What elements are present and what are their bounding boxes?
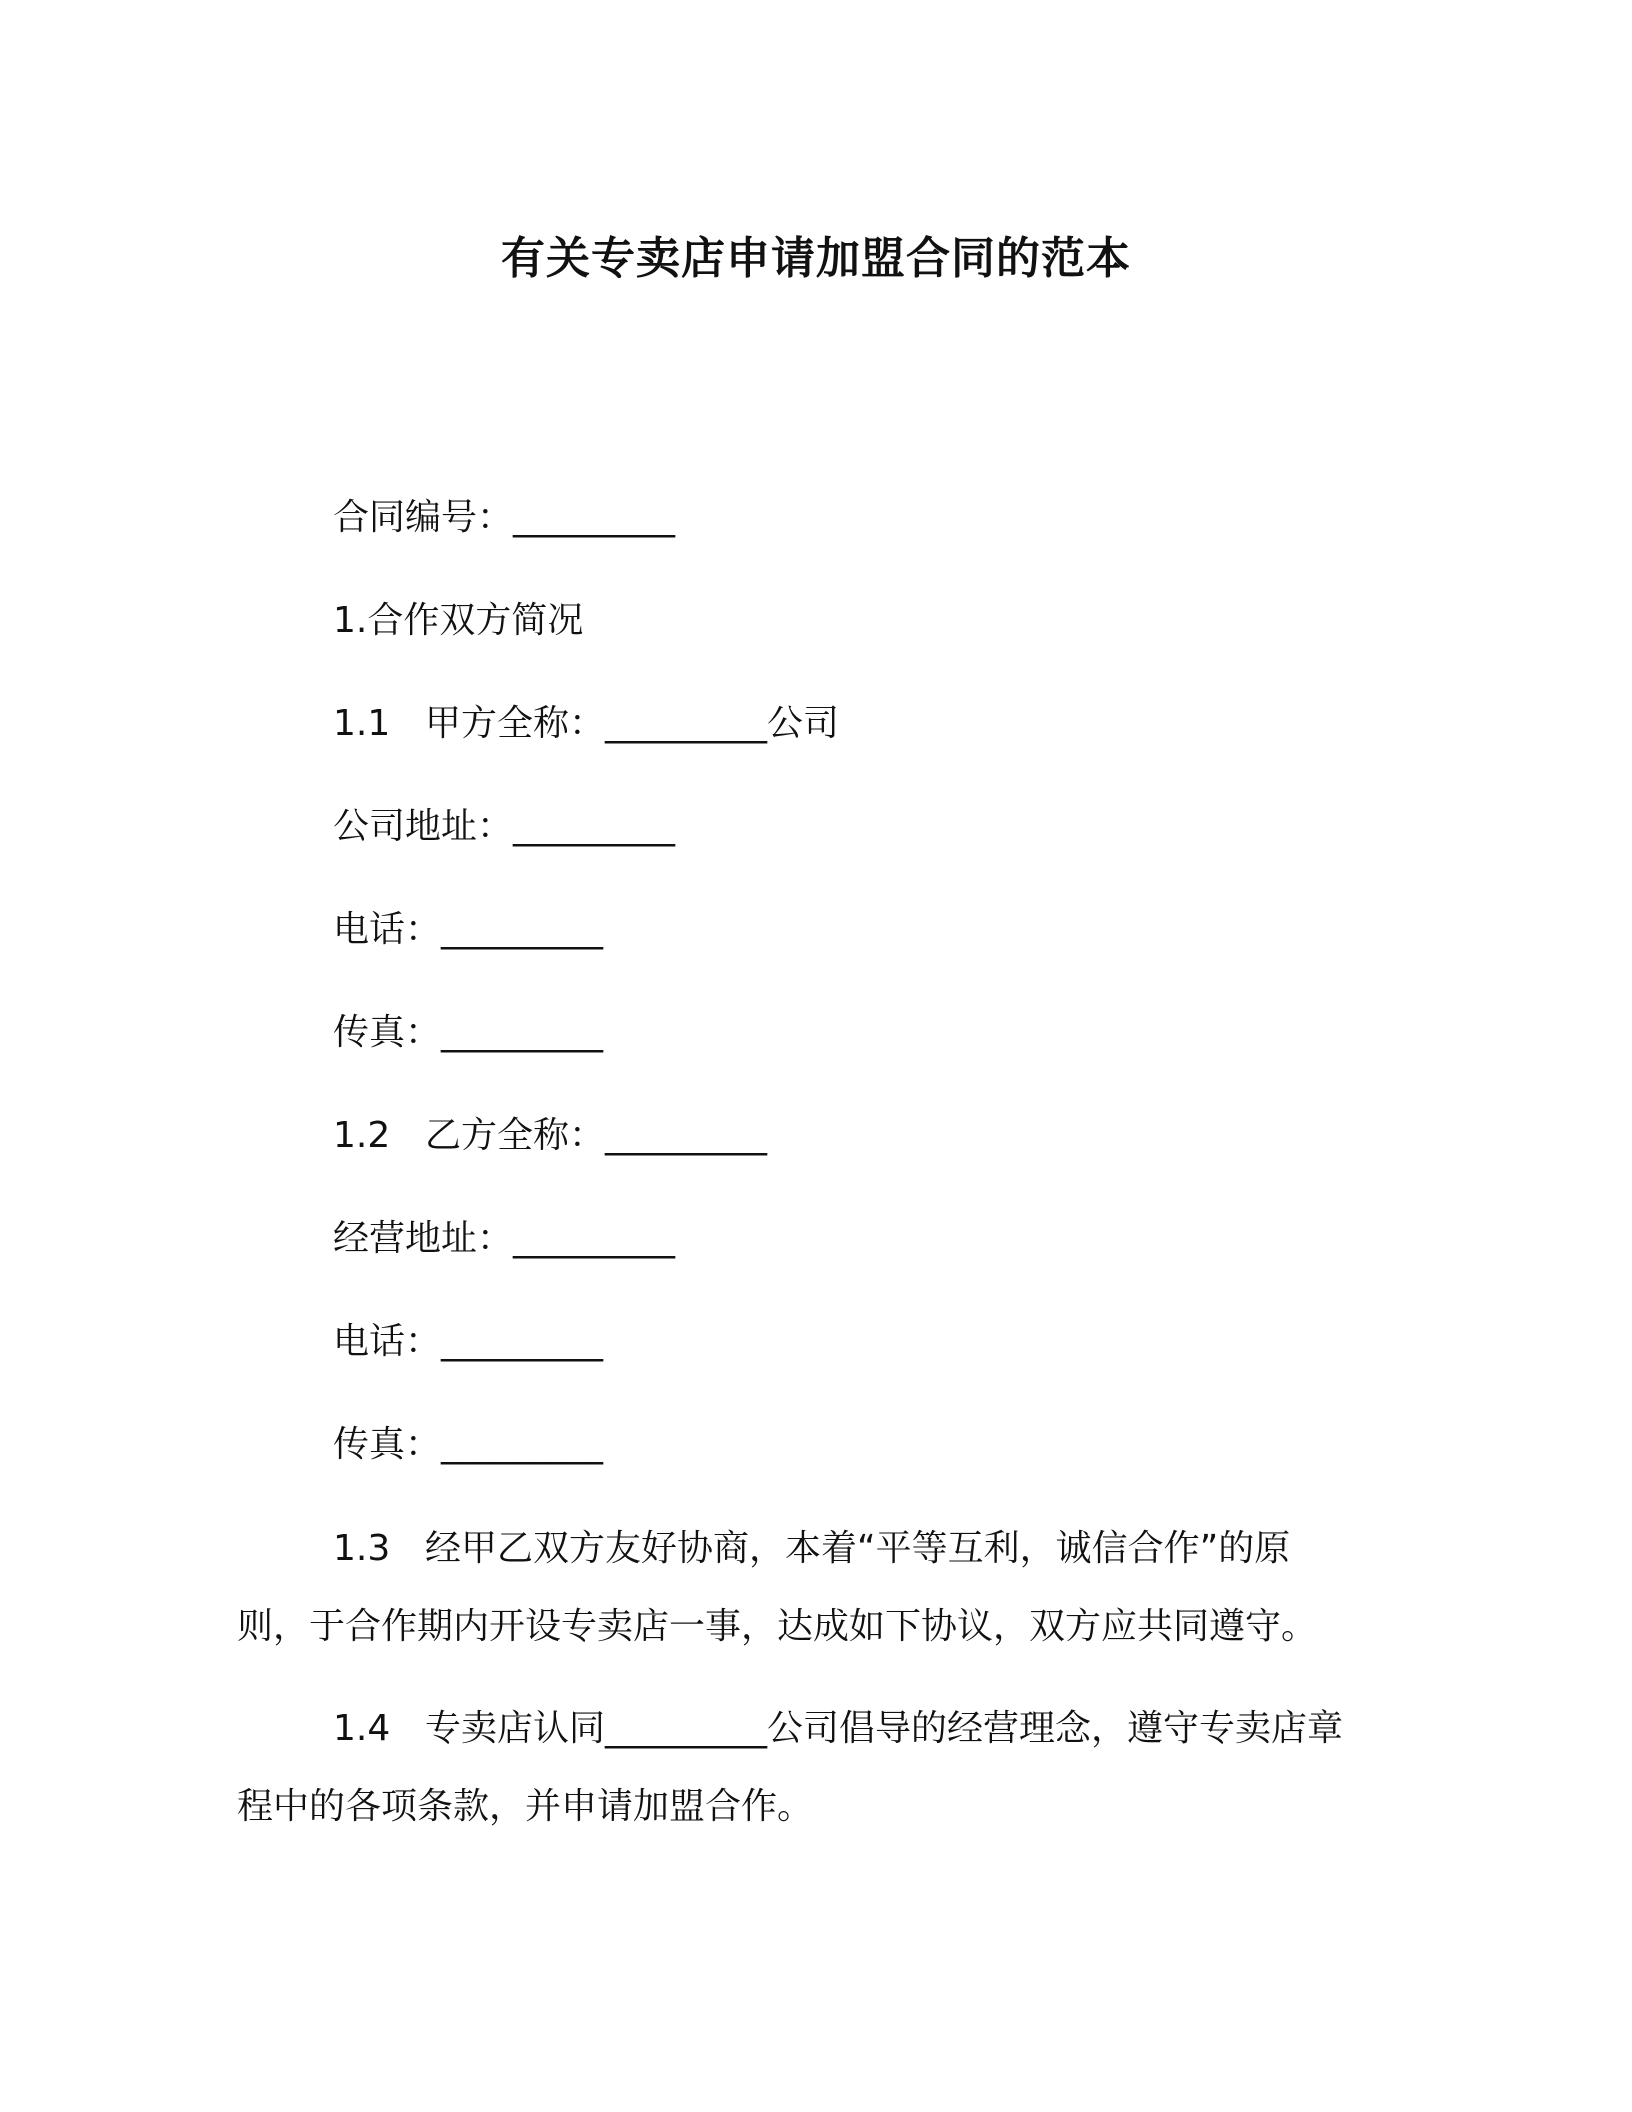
item-1-3-text: 经甲乙双方友好协商，本着“平等互利，诚信合作”的原则，于合作期内开设专卖店一事，达成如下协议，双方应共同遵守。 [237,1528,1318,1647]
document-title: 有关专卖店申请加盟合同的范本 [501,233,1131,284]
party-b-address-line: 经营地址：_________ [333,1218,676,1259]
item-1-1 [333,703,840,744]
item-1-4-text: 专卖店认同_________公司倡导的经营理念，遵守专卖店章程中的各项条款，并申请加盟合作。 [237,1708,1344,1827]
section-1-heading: 1.合作双方简况 [333,600,584,641]
item-1-1-number: 1.1 [333,703,391,744]
contract-number-line: 合同编号：_________ [333,497,676,538]
party-a-name-line: 甲方全称：_________公司 [425,703,840,744]
party-a-address-line: 公司地址：_________ [333,806,676,847]
item-1-2 [333,1115,768,1156]
item-1-2-number: 1.2 [333,1115,391,1156]
item-1-3-paragraph [237,1510,1357,1666]
party-a-fax-line: 传真：_________ [333,1012,604,1053]
item-1-4-number: 1.4 [333,1708,391,1749]
party-b-phone-line: 电话：_________ [333,1321,604,1362]
item-1-3-number: 1.3 [333,1528,391,1569]
item-1-4-paragraph [237,1690,1357,1846]
party-a-phone-line: 电话：_________ [333,909,604,950]
party-b-name-line: 乙方全称：_________ [425,1115,768,1156]
party-b-fax-line: 传真：_________ [333,1424,604,1465]
